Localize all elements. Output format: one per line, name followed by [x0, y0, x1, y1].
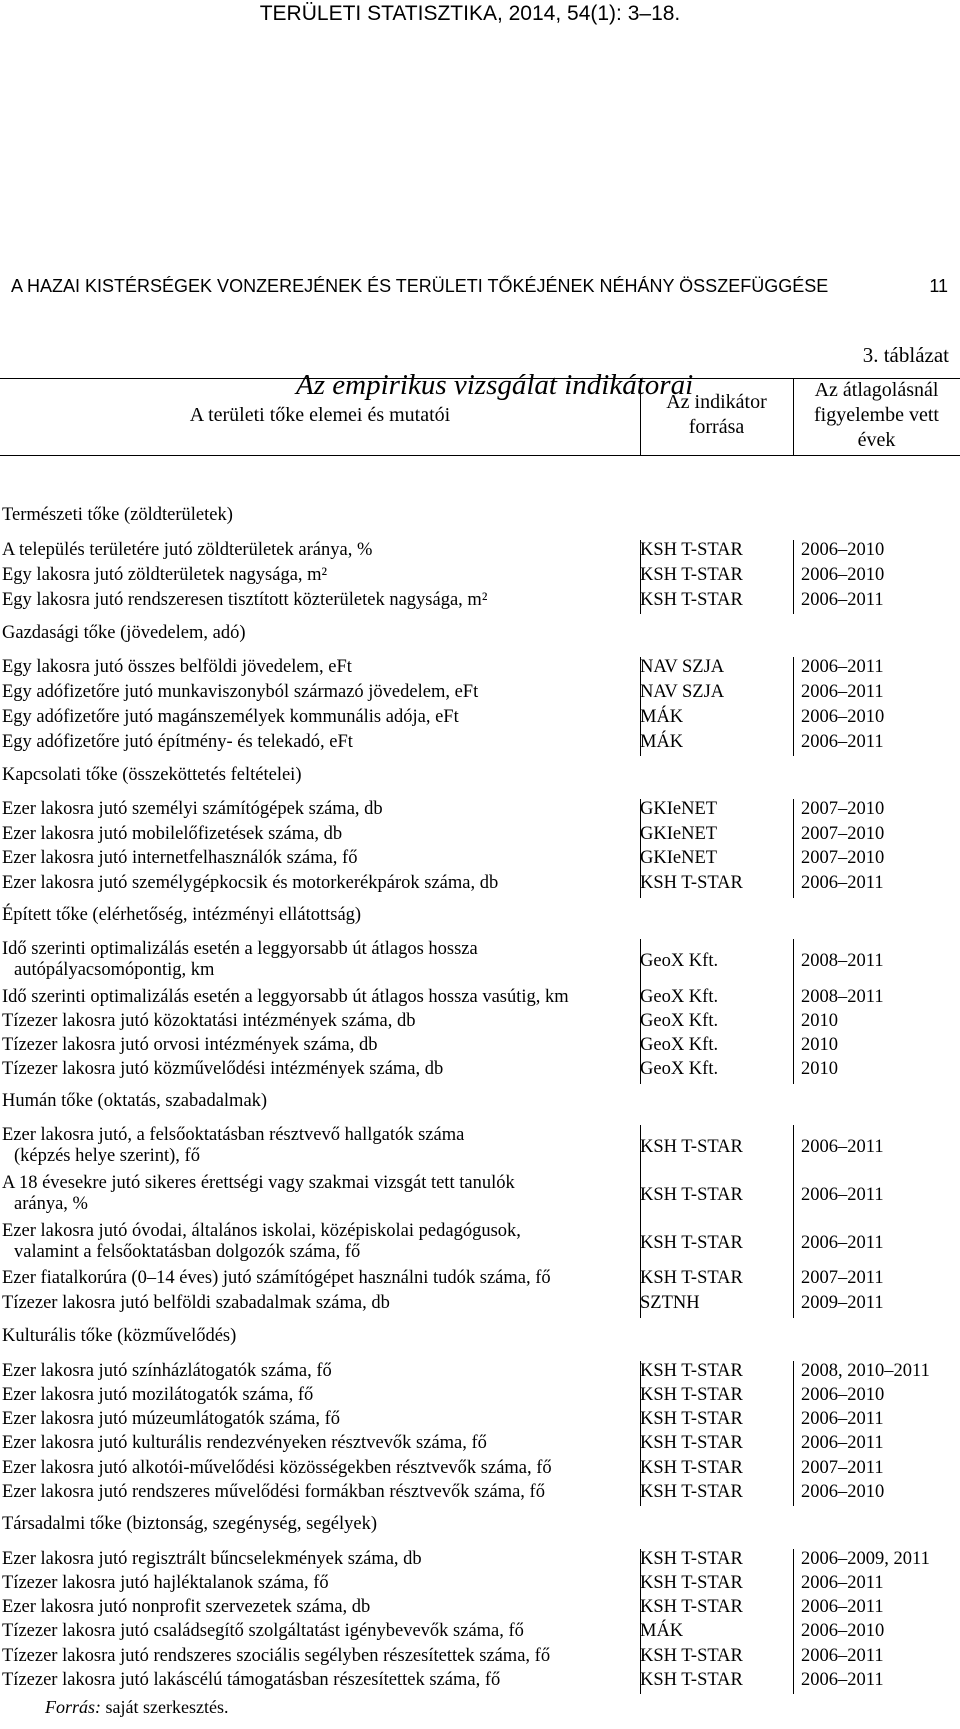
indicator: Ezer lakosra jutó alkotói-művelődési közösségekben résztvevők száma, fő: [2, 1458, 552, 1478]
years: 2010: [801, 1059, 838, 1079]
source: NAV SZJA: [640, 682, 725, 702]
running-head: TERÜLETI STATISZTIKA, 2014, 54(1): 3–18.: [259, 2, 681, 25]
column-rule: [793, 1361, 794, 1506]
years: 2006–2011: [801, 590, 884, 610]
source: GKIeNET: [640, 848, 718, 868]
source: KSH T-STAR: [640, 565, 743, 585]
indicator: Tízezer lakosra jutó hajléktalanok száma, fő: [2, 1573, 329, 1593]
years: 2006–2010: [801, 540, 885, 560]
years: 2006–2010: [801, 1482, 885, 1502]
indicator: Ezer lakosra jutó mozilátogatók száma, fő: [2, 1385, 314, 1405]
indicator-line2: valamint a felsőoktatásban dolgozók száma, fő: [14, 1242, 361, 1262]
section-title: Természeti tőke (zöldterületek): [2, 505, 233, 525]
years: 2006–2010: [801, 1621, 885, 1641]
indicator: [2, 1173, 515, 1215]
header-indicators-label: A területi tőke elemei és mutatói: [189, 404, 451, 426]
column-rule: [640, 378, 641, 455]
indicator: Ezer lakosra jutó színházlátogatók száma, fő: [2, 1361, 332, 1381]
source: KSH T-STAR: [640, 1137, 743, 1157]
years: 2007–2011: [801, 1458, 884, 1478]
header-source-line2: forrása: [688, 416, 745, 438]
years: 2010: [801, 1035, 838, 1055]
indicator: [2, 939, 478, 981]
footnote-text: saját szerkesztés.: [101, 1697, 229, 1717]
header-bottom-rule: [0, 455, 960, 456]
years: 2006–2011: [801, 1646, 884, 1666]
years: 2010: [801, 1011, 838, 1031]
source: KSH T-STAR: [640, 1597, 743, 1617]
source: KSH T-STAR: [640, 1185, 743, 1205]
years: 2006–2009, 2011: [801, 1549, 930, 1569]
table-number: 3. táblázat: [862, 343, 949, 367]
section-title: Humán tőke (oktatás, szabadalmak): [2, 1091, 268, 1111]
indicator: [2, 1125, 464, 1167]
section-title: Kapcsolati tőke (összeköttetés feltételei): [2, 765, 302, 785]
years: 2006–2011: [801, 657, 884, 677]
indicator: Ezer lakosra jutó mobilelőfizetések száma, db: [2, 824, 343, 844]
source: MÁK: [640, 707, 684, 727]
source: KSH T-STAR: [640, 1458, 743, 1478]
years: 2006–2011: [801, 1597, 884, 1617]
indicator-line1: A 18 évesekre jutó sikeres érettségi vagy szakmai vizsgát tett tanulók: [2, 1173, 515, 1193]
indicator: Ezer fiatalkorúra (0–14 éves) jutó számítógépet használni tudók száma, fő: [2, 1268, 551, 1288]
source: KSH T-STAR: [640, 590, 743, 610]
years: 2006–2011: [801, 1409, 884, 1429]
indicator: Ezer lakosra jutó múzeumlátogatók száma, fő: [2, 1409, 341, 1429]
years: 2006–2011: [801, 1185, 884, 1205]
column-rule: [793, 540, 794, 614]
years: 2008, 2010–2011: [801, 1361, 930, 1381]
indicator: Tízezer lakosra jutó közoktatási intézmények száma, db: [2, 1011, 416, 1031]
source: MÁK: [640, 732, 684, 752]
table-footnote: [45, 1697, 228, 1718]
header-indicators: [0, 403, 640, 428]
indicator: Egy adófizetőre jutó munkaviszonyból származó jövedelem, eFt: [2, 682, 479, 702]
years: 2006–2011: [801, 1233, 884, 1253]
section-title: Épített tőke (elérhetőség, intézményi ellátottság): [2, 905, 362, 925]
header-source: [640, 390, 793, 440]
indicator: Egy lakosra jutó összes belföldi jövedelem, eFt: [2, 657, 352, 677]
source: NAV SZJA: [640, 657, 725, 677]
indicator-line2: (képzés helye szerint), fő: [14, 1146, 200, 1166]
source: GKIeNET: [640, 824, 718, 844]
years: 2007–2010: [801, 799, 885, 819]
indicator-line1: Ezer lakosra jutó, a felsőoktatásban résztvevő hallgatók száma: [2, 1125, 465, 1145]
header-years-line2: figyelembe vett: [814, 404, 939, 426]
source: SZTNH: [640, 1293, 700, 1313]
source: KSH T-STAR: [640, 1573, 743, 1593]
indicator: Ezer lakosra jutó rendszeres művelődési formákban résztvevők száma, fő: [2, 1482, 545, 1502]
indicator: A település területére jutó zöldterületek aránya, %: [2, 540, 373, 560]
source: GeoX Kft.: [640, 987, 719, 1007]
years: 2008–2011: [801, 987, 884, 1007]
source: KSH T-STAR: [640, 540, 743, 560]
years: 2009–2011: [801, 1293, 884, 1313]
indicator: Idő szerinti optimalizálás esetén a leggyorsabb út átlagos hossza vasútig, km: [2, 987, 569, 1007]
indicator: Ezer lakosra jutó nonprofit szervezetek száma, db: [2, 1597, 371, 1617]
indicator-line2: autópályacsomópontig, km: [14, 960, 215, 980]
column-rule: [793, 1549, 794, 1694]
indicator-line1: Ezer lakosra jutó óvodai, általános iskolai, középiskolai pedagógusok,: [2, 1221, 521, 1241]
indicator: Ezer lakosra jutó regisztrált bűncselekmények száma, db: [2, 1549, 422, 1569]
indicator: Egy lakosra jutó zöldterületek nagysága, m²: [2, 565, 328, 585]
source: KSH T-STAR: [640, 1646, 743, 1666]
years: 2006–2011: [801, 1137, 884, 1157]
years: 2007–2011: [801, 1268, 884, 1288]
indicator: Tízezer lakosra jutó közművelődési intézmények száma, db: [2, 1059, 444, 1079]
years: 2006–2010: [801, 565, 885, 585]
source: KSH T-STAR: [640, 1268, 743, 1288]
indicator: Tízezer lakosra jutó családsegítő szolgáltatást igénybevevők száma, fő: [2, 1621, 524, 1641]
column-rule: [793, 799, 794, 898]
header-source-line1: Az indikátor: [666, 391, 767, 413]
section-title: Gazdasági tőke (jövedelem, adó): [2, 623, 246, 643]
source: KSH T-STAR: [640, 1409, 743, 1429]
source: MÁK: [640, 1621, 684, 1641]
source: KSH T-STAR: [640, 1385, 743, 1405]
source: KSH T-STAR: [640, 1549, 743, 1569]
page-header-title: A HAZAI KISTÉRSÉGEK VONZEREJÉNEK ÉS TERÜLETI TŐKÉJÉNEK NÉHÁNY ÖSSZEFÜGGÉSE: [11, 276, 829, 296]
years: 2006–2011: [801, 1670, 884, 1690]
indicator: Egy lakosra jutó rendszeresen tisztított közterületek nagysága, m²: [2, 590, 488, 610]
source: GeoX Kft.: [640, 951, 719, 971]
indicator: Tízezer lakosra jutó lakáscélú támogatásban részesítettek száma, fő: [2, 1670, 501, 1690]
years: 2006–2011: [801, 682, 884, 702]
source: KSH T-STAR: [640, 873, 743, 893]
header-years-line3: évek: [857, 429, 896, 451]
years: 2006–2011: [801, 1573, 884, 1593]
indicator: Tízezer lakosra jutó rendszeres szociális segélyben részesítettek száma, fő: [2, 1646, 551, 1666]
source: KSH T-STAR: [640, 1233, 743, 1253]
column-rule: [793, 378, 794, 455]
indicator: Tízezer lakosra jutó orvosi intézmények száma, db: [2, 1035, 378, 1055]
table-title: Az empirikus vizsgálat indikátorai: [296, 369, 694, 401]
header-years: [793, 378, 960, 453]
indicator: Ezer lakosra jutó személygépkocsik és motorkerékpárok száma, db: [2, 873, 499, 893]
source: KSH T-STAR: [640, 1670, 743, 1690]
years: 2006–2010: [801, 707, 885, 727]
section-title: Kulturális tőke (közművelődés): [2, 1326, 237, 1346]
years: 2007–2010: [801, 824, 885, 844]
indicator-line2: aránya, %: [14, 1194, 88, 1214]
indicator: [2, 1221, 521, 1263]
indicator: Egy adófizetőre jutó építmény- és telekadó, eFt: [2, 732, 353, 752]
years: 2006–2011: [801, 732, 884, 752]
column-rule: [793, 657, 794, 756]
years: 2006–2011: [801, 1433, 884, 1453]
source: GeoX Kft.: [640, 1011, 719, 1031]
header-years-line1: Az átlagolásnál: [814, 379, 939, 401]
years: 2006–2011: [801, 873, 884, 893]
indicator-line1: Idő szerinti optimalizálás esetén a leggyorsabb út átlagos hossza: [2, 939, 478, 959]
years: 2006–2010: [801, 1385, 885, 1405]
page-number: 11: [929, 276, 948, 296]
column-rule: [793, 1125, 794, 1318]
source: GeoX Kft.: [640, 1059, 719, 1079]
indicator: Ezer lakosra jutó személyi számítógépek száma, db: [2, 799, 383, 819]
source: KSH T-STAR: [640, 1433, 743, 1453]
indicator: Tízezer lakosra jutó belföldi szabadalmak száma, db: [2, 1293, 390, 1313]
source: KSH T-STAR: [640, 1361, 743, 1381]
indicator: Egy adófizetőre jutó magánszemélyek kommunális adója, eFt: [2, 707, 459, 727]
footnote-label: Forrás:: [45, 1697, 102, 1717]
source: KSH T-STAR: [640, 1482, 743, 1502]
years: 2007–2010: [801, 848, 885, 868]
years: 2008–2011: [801, 951, 884, 971]
source: GeoX Kft.: [640, 1035, 719, 1055]
source: GKIeNET: [640, 799, 718, 819]
section-title: Társadalmi tőke (biztonság, szegénység, segélyek): [2, 1514, 378, 1534]
indicator: Ezer lakosra jutó internetfelhasználók száma, fő: [2, 848, 358, 868]
indicator: Ezer lakosra jutó kulturális rendezvényeken résztvevők száma, fő: [2, 1433, 487, 1453]
column-rule: [793, 939, 794, 1084]
